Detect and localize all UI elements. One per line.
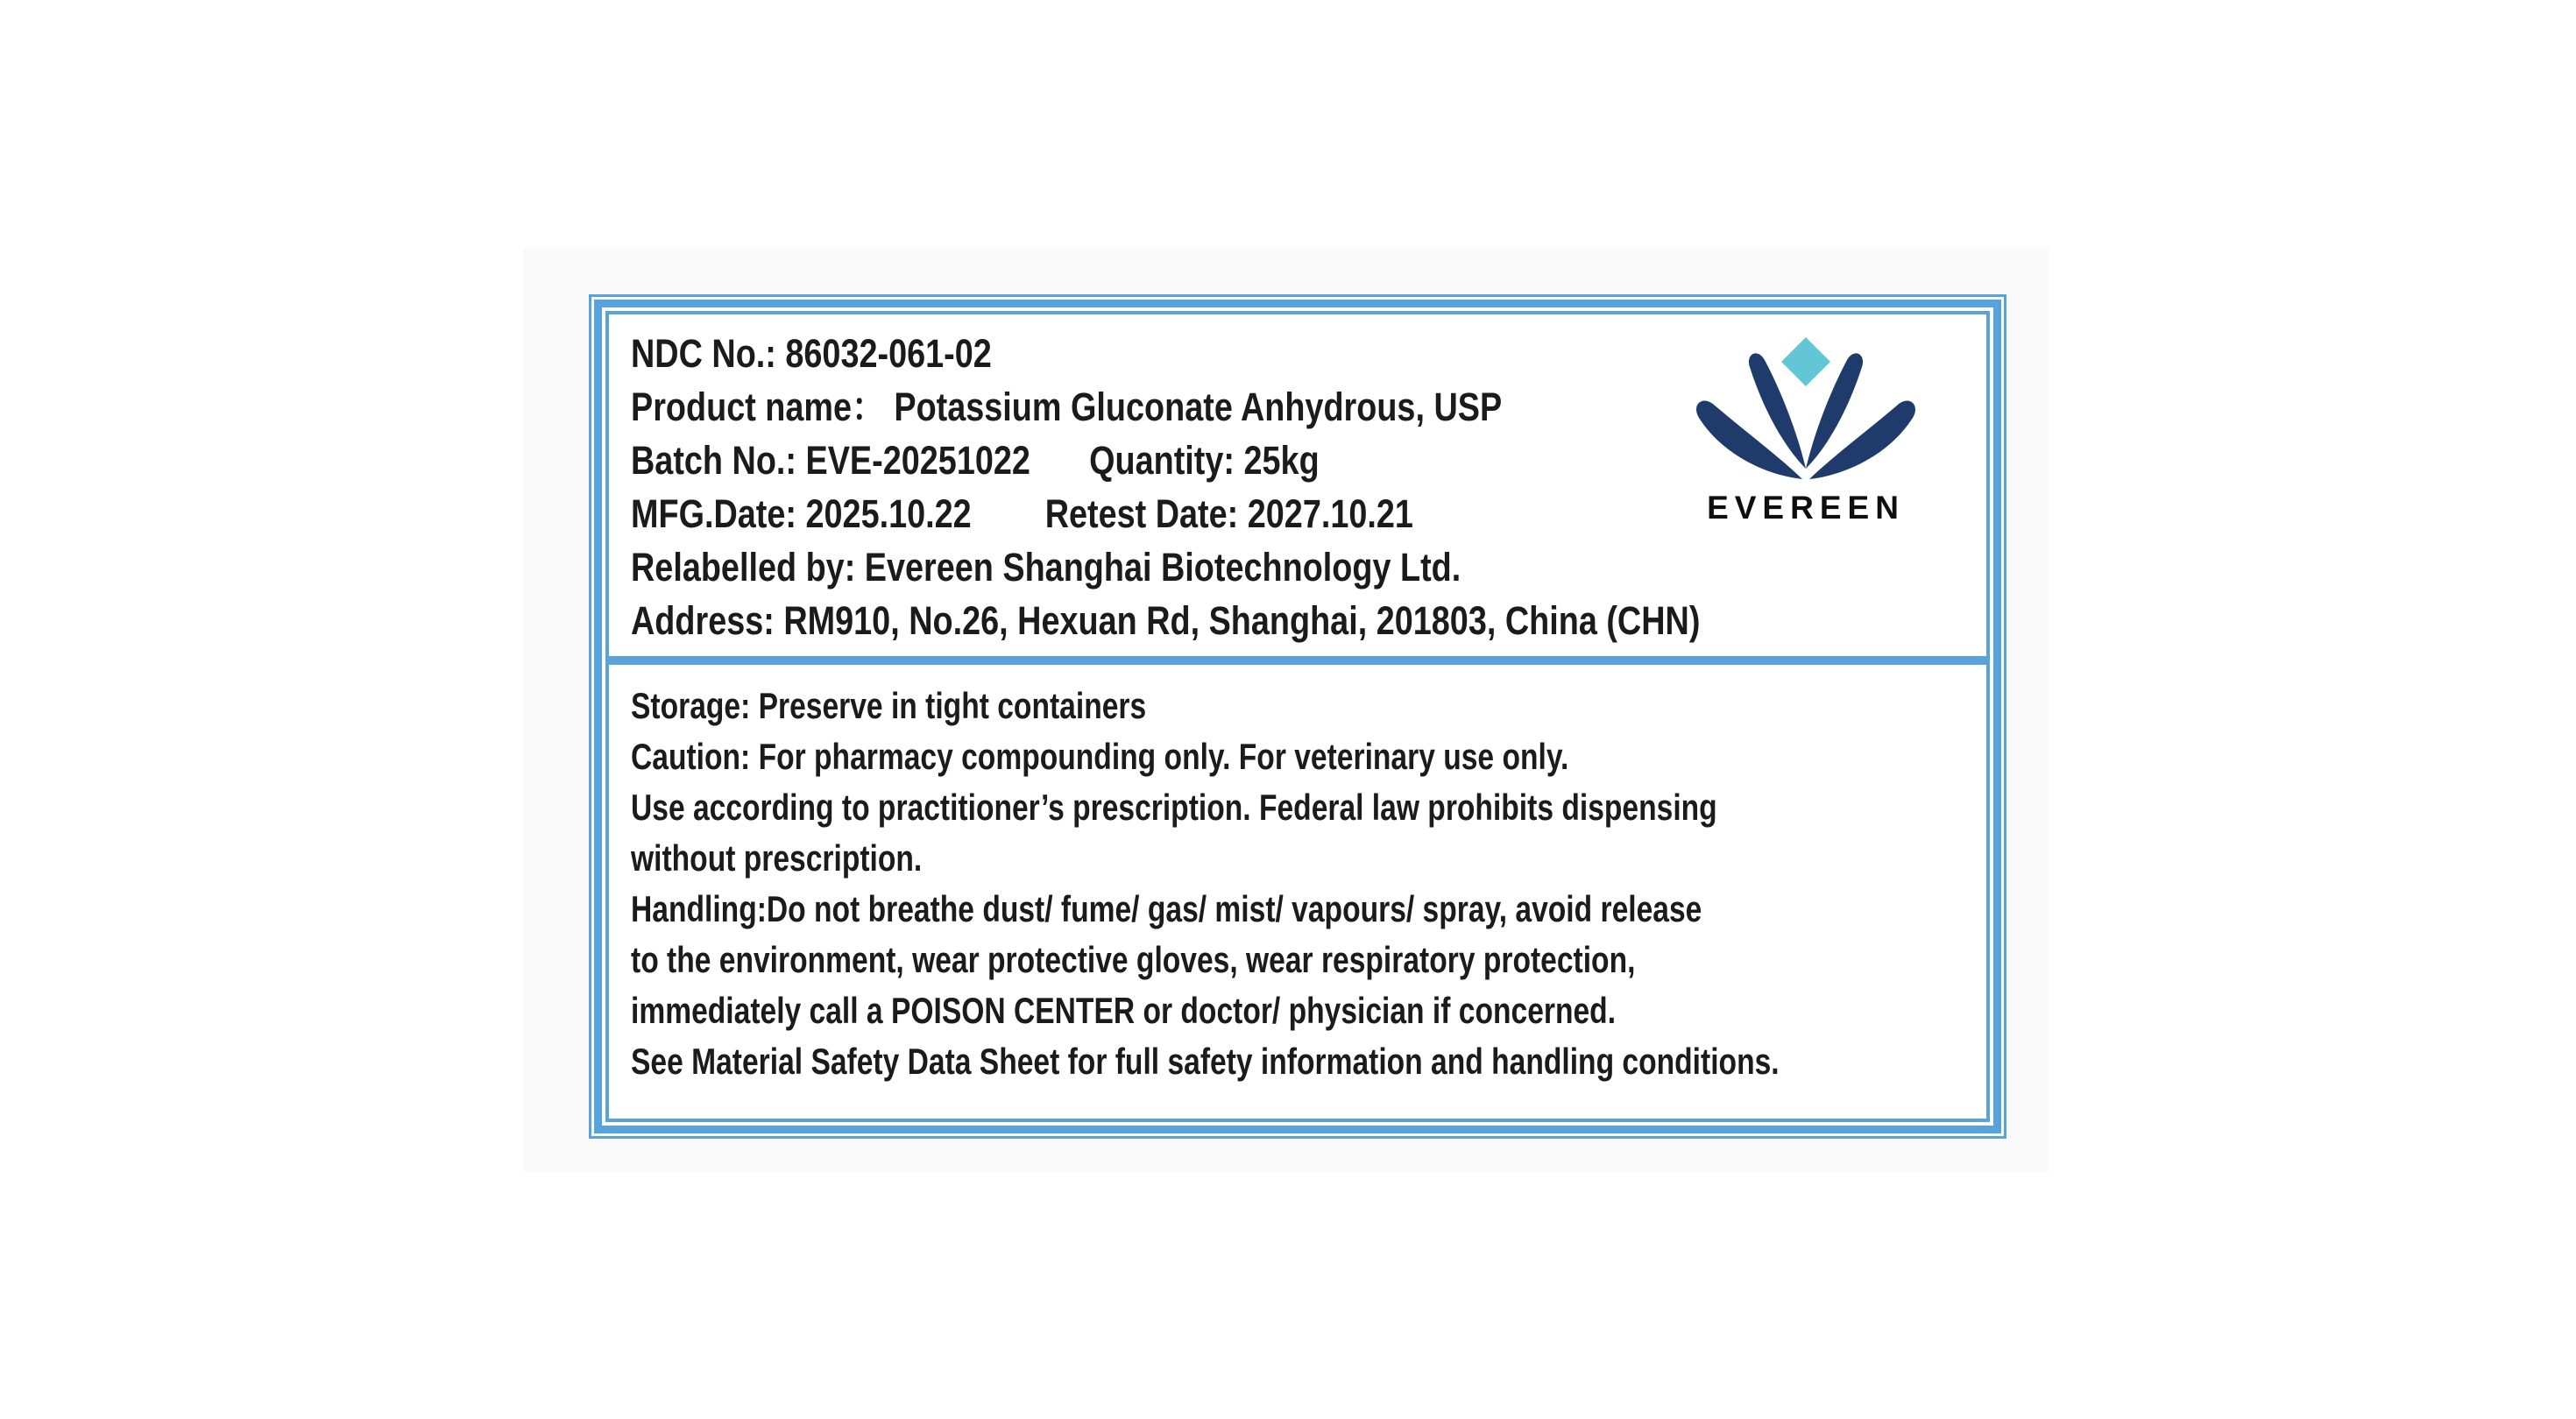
evereen-logo (1650, 325, 1962, 539)
label-top-section (609, 314, 1986, 656)
label-bottom-section (609, 665, 1986, 1087)
evereen-brand-name: EVEREEN (1707, 490, 1905, 526)
handling-text-2: to the environment, wear protective gloves, wear respiratory protection, (631, 939, 1636, 980)
prescription-text-2: without prescription. (631, 837, 923, 879)
relabelled-line (631, 540, 1986, 594)
storage-text: Storage: Preserve in tight containers (631, 685, 1147, 726)
label-mid-border (594, 300, 2001, 1133)
retest-date: Retest Date: 2027.10.21 (1044, 491, 1413, 536)
product-name: Product name： Potassium Gluconate Anhydrous, USP (631, 385, 1503, 429)
caution-line (631, 731, 1986, 782)
handling-line-3 (631, 985, 1986, 1036)
evereen-flower-icon (1681, 335, 1930, 486)
prescription-line-1 (631, 782, 1986, 833)
msds-text: See Material Safety Data Sheet for full safety information and handling conditions. (631, 1041, 1780, 1082)
prescription-line-2 (631, 833, 1986, 884)
ndc-number: NDC No.: 86032-061-02 (631, 331, 992, 376)
handling-line-2 (631, 935, 1986, 985)
address-line (631, 594, 1986, 647)
handling-text-1: Handling:Do not breathe dust/ fume/ gas/ mist/ vapours/ spray, avoid release (631, 888, 1702, 929)
handling-line-1 (631, 884, 1986, 935)
batch-number: Batch No.: EVE-20251022 (631, 438, 1030, 483)
label-inner-border (605, 311, 1990, 1122)
storage-line (631, 681, 1986, 731)
address: Address: RM910, No.26, Hexuan Rd, Shanghai, 201803, China (CHN) (631, 598, 1701, 643)
msds-line (631, 1036, 1986, 1087)
quantity: Quantity: 25kg (1089, 438, 1320, 483)
product-label (589, 294, 2006, 1139)
mfg-date: MFG.Date: 2025.10.22 (631, 491, 972, 536)
prescription-text-1: Use according to practitioner’s prescription. Federal law prohibits dispensing (631, 787, 1717, 828)
handling-text-3: immediately call a POISON CENTER or doctor/ physician if concerned. (631, 990, 1617, 1031)
relabelled-by: Relabelled by: Evereen Shanghai Biotechnology Ltd. (631, 545, 1461, 589)
caution-text: Caution: For pharmacy compounding only. For veterinary use only. (631, 736, 1569, 777)
section-divider (605, 656, 1990, 665)
